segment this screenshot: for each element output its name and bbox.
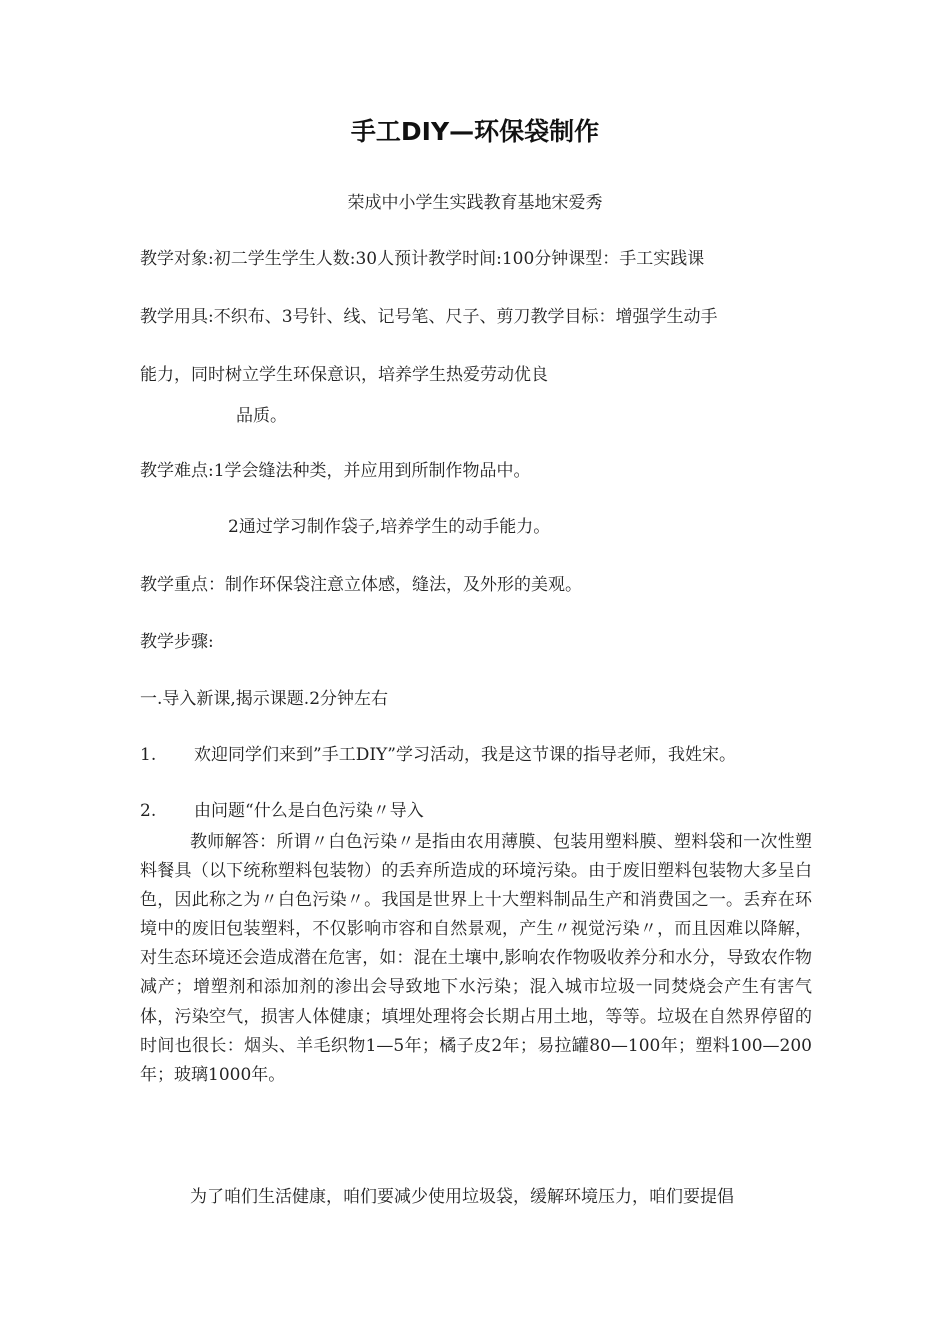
list-item-number: 1. <box>140 745 157 765</box>
teacher-answer-paragraph: 教师解答：所谓〃白色污染〃是指由农用薄膜、包装用塑料膜、塑料袋和一次性塑料餐具（以下统称塑料包装物）的丢弃所造成的环境污染。由于废旧塑料包装物大多呈白色，因此称之为〃白色污染〃。我国是世界上十大塑料制品生产和消费国之一。丢弃在环境中的废旧包装塑料，不仅影响市容和自然景观，产生〃视觉污染〃，而且因难以降解，对生态环境还会造成潜在危害，如：混在土壤中,影响农作物吸收养分和水分，导致农作物减产；增塑剂和添加剂的渗出会导致地下水污染；混入城市垃圾一同焚烧会产生有害气体，污染空气，损害人体健康；填埋处理将会长期占用土地，等等。垃圾在自然界停留的时间也很长：烟头、羊毛织物1—5年；橘子皮2年；易拉罐80—100年；塑料100—200年；玻璃1000年。 <box>140 832 812 1085</box>
list-item-number: 2. <box>140 801 157 821</box>
teaching-tools-line: 教学用具:不织布、3号针、线、记号笔、尺子、剪刀教学目标：增强学生动手 <box>140 307 718 327</box>
step-one-heading: 一.导入新课,揭示课题.2分钟左右 <box>140 689 389 709</box>
document-title: 手工DIY—环保袋制作 <box>350 117 600 146</box>
teaching-difficulty-2: 2通过学习制作袋子,培养学生的动手能力。 <box>228 517 551 537</box>
list-item-text: 欢迎同学们来到”手工DIY”学习活动，我是这节课的指导老师，我姓宋。 <box>194 745 736 765</box>
closing-paragraph: 为了咱们生活健康，咱们要减少使用垃圾袋，缓解环境压力，咱们要提倡 <box>190 1187 734 1207</box>
teaching-goal-continuation: 能力，同时树立学生环保意识，培养学生热爱劳动优良 <box>140 365 548 385</box>
teaching-objects-line: 教学对象:初二学生学生人数:30人预计教学时间:100分钟课型：手工实践课 <box>140 249 705 269</box>
teaching-difficulty-1: 教学难点:1学会缝法种类，并应用到所制作物品中。 <box>140 461 531 481</box>
author-line: 荣成中小学生实践教育基地宋爱秀 <box>347 193 603 213</box>
teaching-key-point: 教学重点：制作环保袋注意立体感，缝法，及外形的美观。 <box>140 575 582 595</box>
teaching-goal-end: 品质。 <box>236 406 287 426</box>
list-item-text: 由问题“什么是白色污染〃导入 <box>194 801 424 821</box>
teaching-steps-heading: 教学步骤: <box>140 632 214 652</box>
